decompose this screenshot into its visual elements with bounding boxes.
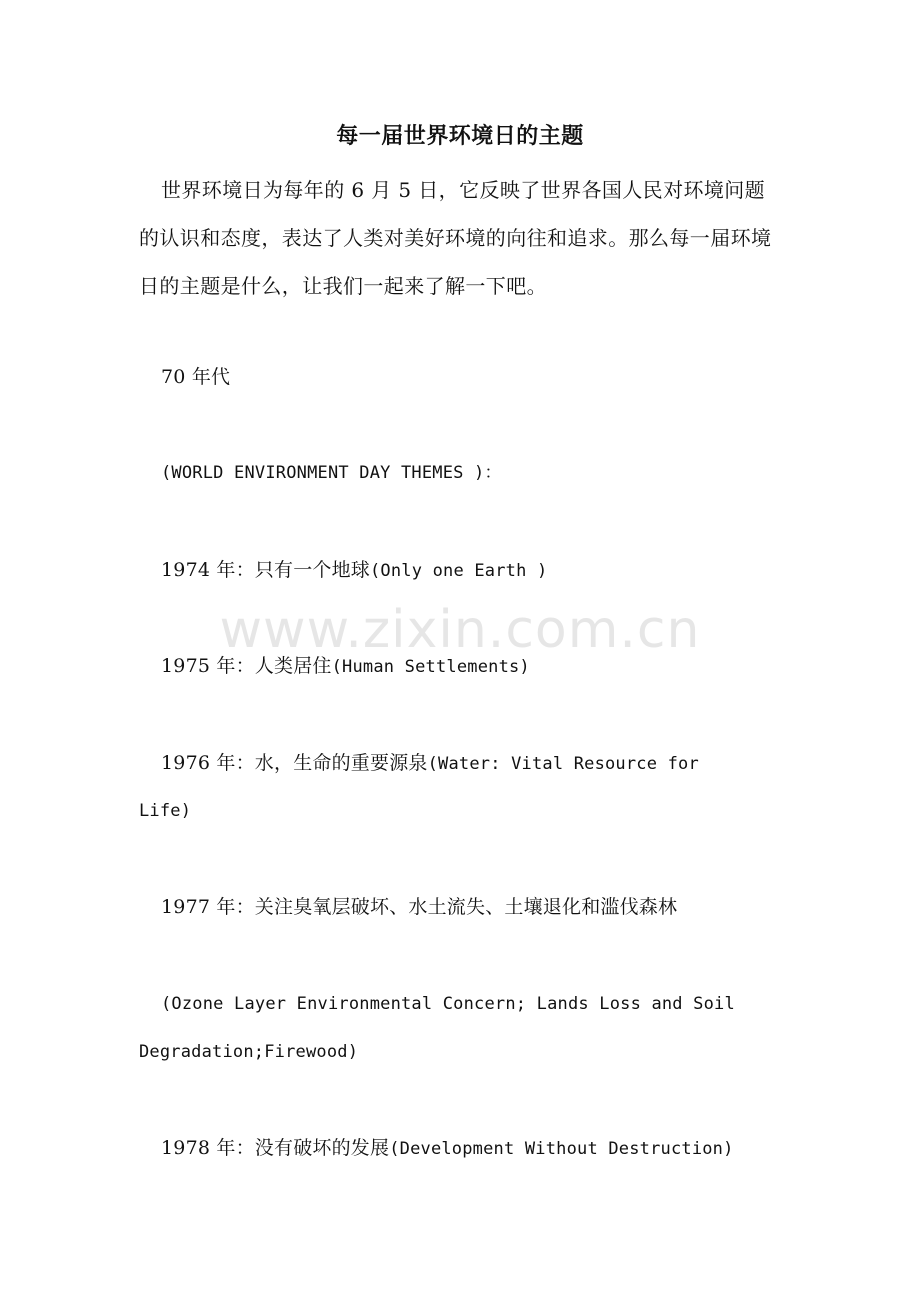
site-watermark: www.zixin.com.cn [219,600,701,660]
theme-entry-1977 [139,883,789,931]
entry-theme-en: (Human Settlements) [331,657,530,677]
entry-theme-zh: 人类居住 [254,655,332,677]
theme-entry-1977-english: (Ozone Layer Environmental Concern; Lands Loss and Soil [161,994,735,1014]
entry-theme-zh: 关注臭氧层破坏、水土流失、土壤退化和滥伐森林 [254,896,678,918]
theme-entry-1974 [139,546,789,595]
themes-heading: (WORLD ENVIRONMENT DAY THEMES )： [161,463,502,483]
entry-year: 1974 年： [161,559,255,581]
entry-theme-zh: 没有破坏的发展 [254,1137,390,1159]
entry-year: 1977 年： [161,896,255,918]
entry-theme-en: (Development Without Destruction) [389,1139,734,1159]
entry-year: 1976 年： [161,752,255,774]
entry-year: 1975 年： [161,655,255,677]
theme-entry-1976 [139,739,789,788]
entry-theme-zh: 水，生命的重要源泉 [254,752,428,774]
entry-theme-en: (Only one Earth ) [370,561,548,581]
theme-entry-1978 [139,1124,789,1173]
decade-heading: 70 年代 [161,366,231,388]
entry-theme-en: (Water: Vital Resource for [427,754,699,774]
entry-year: 1978 年： [161,1137,255,1159]
document-title: 每一届世界环境日的主题 [336,123,584,149]
theme-entry-1976-continued: Life) [139,801,192,821]
theme-entry-1977-english-continued: Degradation;Firewood) [139,1042,359,1062]
intro-paragraph: 世界环境日为每年的 6 月 5 日，它反映了世界各国人民对环境问题的认识和态度，表达了人类对美好环境的向往和追求。那么每一届环境日的主题是什么，让我们一起来了解一下吧。 [139,178,772,298]
entry-theme-zh: 只有一个地球 [254,559,370,581]
